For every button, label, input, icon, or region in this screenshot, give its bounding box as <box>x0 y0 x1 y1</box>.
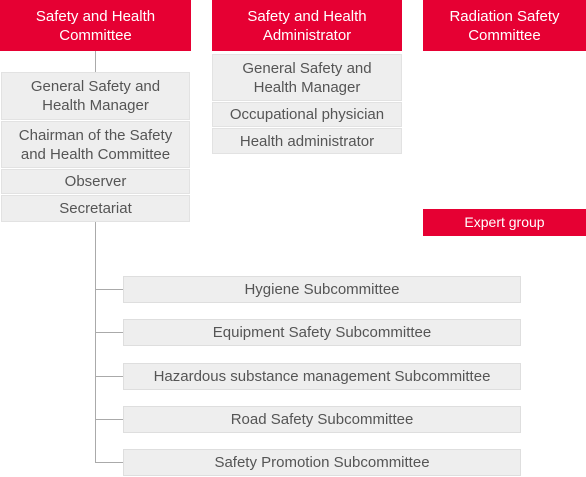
subcommittee-hazardous-substance: Hazardous substance management Subcommittee <box>123 363 521 390</box>
administrator-member-occupational-physician: Occupational physician <box>212 102 402 127</box>
subcommittee-road-safety: Road Safety Subcommittee <box>123 406 521 433</box>
subcommittee-branch-line <box>95 462 123 463</box>
committee-member-secretariat: Secretariat <box>1 195 190 222</box>
committee-member-chairman: Chairman of the Safety and Health Committee <box>1 121 190 168</box>
committee-member-observer: Observer <box>1 169 190 194</box>
expert-group-label: Expert group <box>423 209 586 236</box>
subcommittee-hygiene: Hygiene Subcommittee <box>123 276 521 303</box>
subcommittee-branch-line <box>95 289 123 290</box>
subcommittee-branch-line <box>95 419 123 420</box>
subcommittee-equipment-safety: Equipment Safety Subcommittee <box>123 319 521 346</box>
committee-connector-line <box>95 51 96 72</box>
radiation-safety-committee-header: Radiation Safety Committee <box>423 0 586 51</box>
subcommittee-branch-line <box>95 332 123 333</box>
subcommittee-safety-promotion: Safety Promotion Subcommittee <box>123 449 521 476</box>
subcommittee-trunk-line <box>95 222 96 463</box>
safety-and-health-administrator-header: Safety and Health Administrator <box>212 0 402 51</box>
safety-and-health-committee-header: Safety and Health Committee <box>0 0 191 51</box>
subcommittee-branch-line <box>95 376 123 377</box>
administrator-member-health-administrator: Health administrator <box>212 128 402 154</box>
administrator-member-general-manager: General Safety and Health Manager <box>212 54 402 101</box>
committee-member-general-manager: General Safety and Health Manager <box>1 72 190 120</box>
